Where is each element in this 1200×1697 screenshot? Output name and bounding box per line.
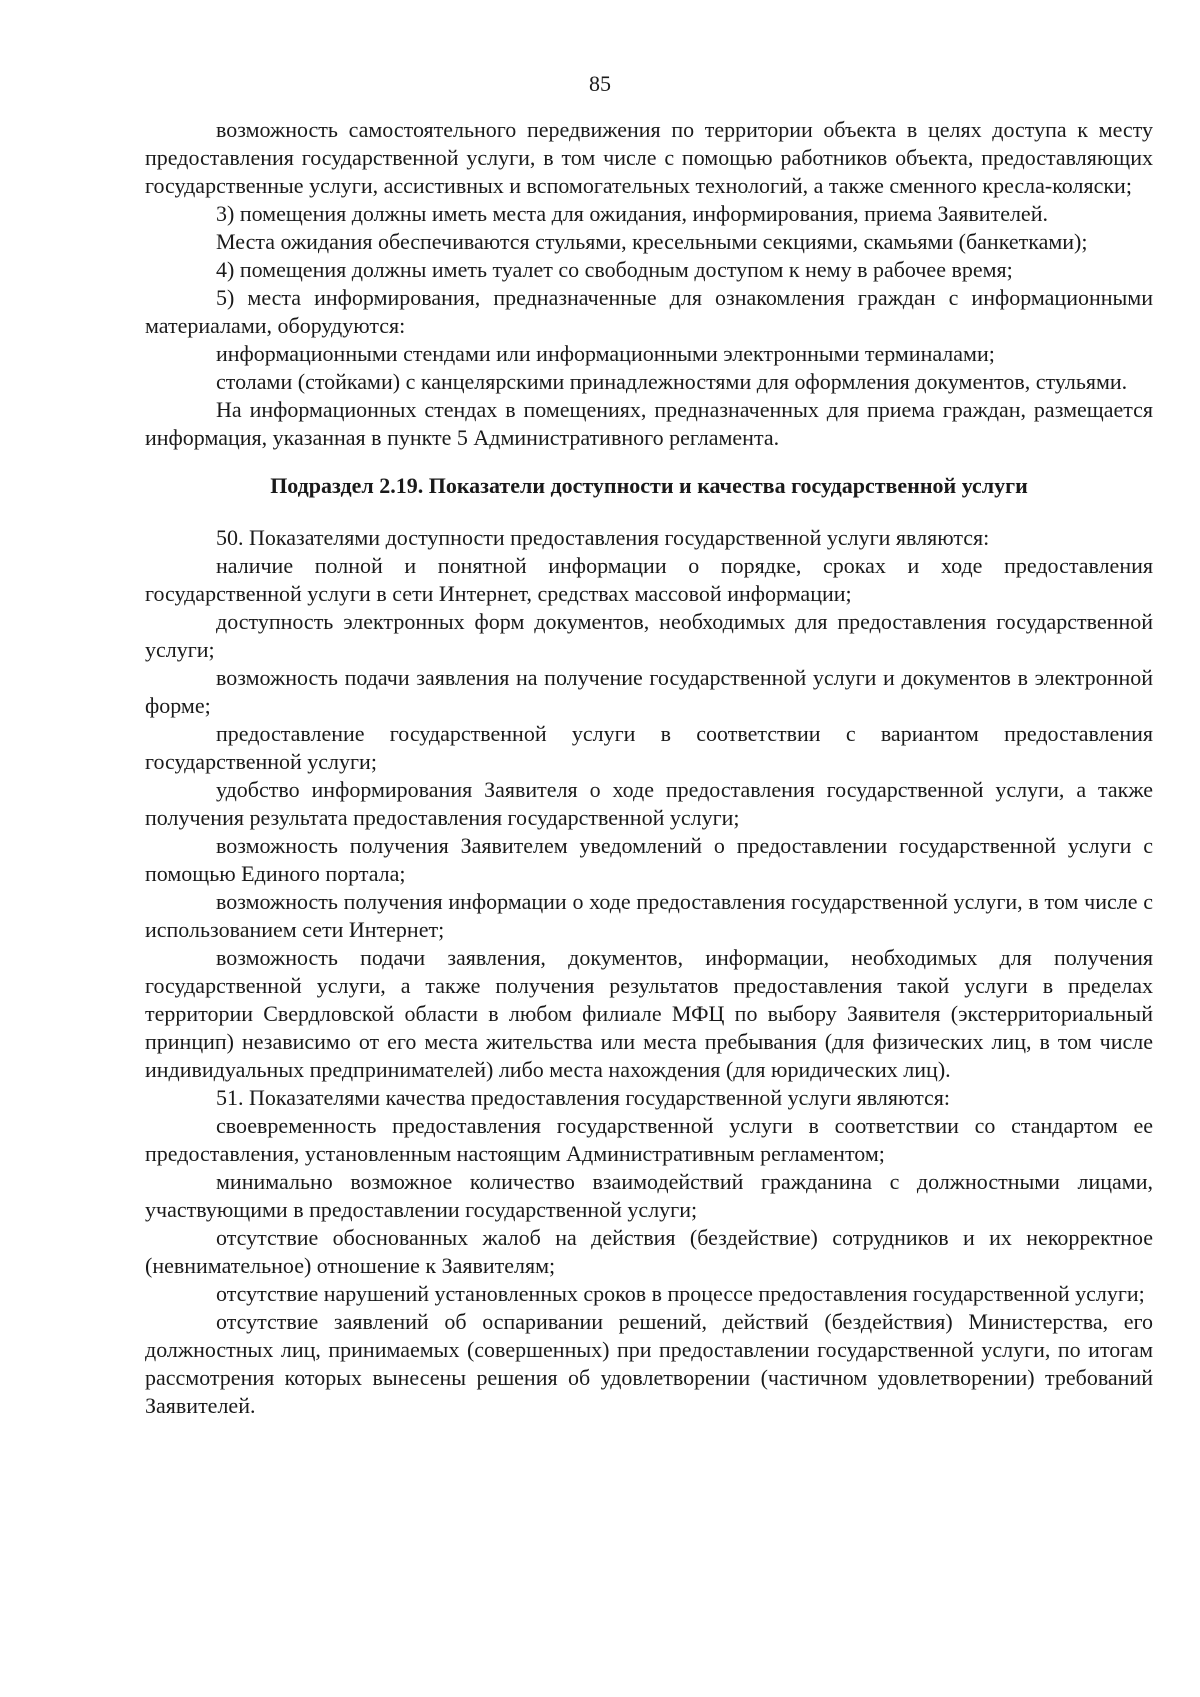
paragraph: 3) помещения должны иметь места для ожидания, информирования, приема Заявителей.: [216, 201, 1048, 226]
paragraph: отсутствие обоснованных жалоб на действия (бездействие) сотрудников и их некорректное (невнимательное) отношение к Заявителям;: [145, 1225, 1153, 1278]
paragraph: наличие полной и понятной информации о порядке, сроках и ходе предоставления государственной услуги в сети Интернет, средствах массовой информации;: [145, 553, 1153, 606]
paragraph: 4) помещения должны иметь туалет со свободным доступом к нему в рабочее время;: [216, 257, 1013, 282]
paragraph: столами (стойками) с канцелярскими принадлежностями для оформления документов, стульями.: [216, 369, 1128, 394]
paragraph: Места ожидания обеспечиваются стульями, кресельными секциями, скамьями (банкетками);: [216, 229, 1088, 254]
paragraph: возможность подачи заявления на получение государственной услуги и документов в электронной форме;: [145, 665, 1153, 718]
paragraph: доступность электронных форм документов, необходимых для предоставления государственной услуги;: [145, 609, 1153, 662]
paragraph: возможность подачи заявления, документов, информации, необходимых для получения государственной услуги, а также получения результатов предоставления такой услуги в пределах территории Свердловской области в любом филиале МФЦ по выбору Заявителя (экстерриториальный принцип) независимо от его места жительства или места пребывания (для физических лиц, в том числе индивидуальных предпринимателей) либо места нахождения (для юридических лиц).: [145, 945, 1153, 1082]
page-number: 85: [589, 71, 611, 96]
paragraph: возможность получения информации о ходе предоставления государственной услуги, в том числе с использованием сети Интернет;: [145, 889, 1153, 942]
paragraph: возможность самостоятельного передвижения по территории объекта в целях доступа к месту предоставления государственной услуги, в том числе с помощью работников объекта, предоставляющих государственные услуги, ассистивных и вспомогательных технологий, а также сменного кресла-коляски;: [145, 117, 1153, 198]
paragraph: 50. Показателями доступности предоставления государственной услуги являются:: [216, 525, 990, 550]
section-heading: Подраздел 2.19. Показатели доступности и качества государственной услуги: [270, 473, 1028, 498]
paragraph: удобство информирования Заявителя о ходе предоставления государственной услуги, а также получения результата предоставления государственной услуги;: [145, 777, 1153, 830]
paragraph: отсутствие нарушений установленных сроков в процессе предоставления государственной услуги;: [216, 1281, 1145, 1306]
paragraph: 5) места информирования, предназначенные для ознакомления граждан с информационными материалами, оборудуются:: [145, 285, 1153, 338]
paragraph: минимально возможное количество взаимодействий гражданина с должностными лицами, участвующими в предоставлении государственной услуги;: [145, 1169, 1153, 1222]
paragraph: На информационных стендах в помещениях, предназначенных для приема граждан, размещается информация, указанная в пункте 5 Административного регламента.: [145, 397, 1153, 450]
paragraph: информационными стендами или информационными электронными терминалами;: [216, 341, 995, 366]
paragraph: возможность получения Заявителем уведомлений о предоставлении государственной услуги с помощью Единого портала;: [145, 833, 1153, 886]
paragraph: своевременность предоставления государственной услуги в соответствии со стандартом ее предоставления, установленным настоящим Административным регламентом;: [145, 1113, 1153, 1166]
paragraph: отсутствие заявлений об оспаривании решений, действий (бездействия) Министерства, его должностных лиц, принимаемых (совершенных) при предоставлении государственной услуги, по итогам рассмотрения которых вынесены решения об удовлетворении (частичном удовлетворении) требований Заявителей.: [145, 1309, 1153, 1418]
paragraph: 51. Показателями качества предоставления государственной услуги являются:: [216, 1085, 951, 1110]
paragraph: предоставление государственной услуги в соответствии с вариантом предоставления государственной услуги;: [145, 721, 1153, 774]
document-body: [145, 116, 1153, 1420]
